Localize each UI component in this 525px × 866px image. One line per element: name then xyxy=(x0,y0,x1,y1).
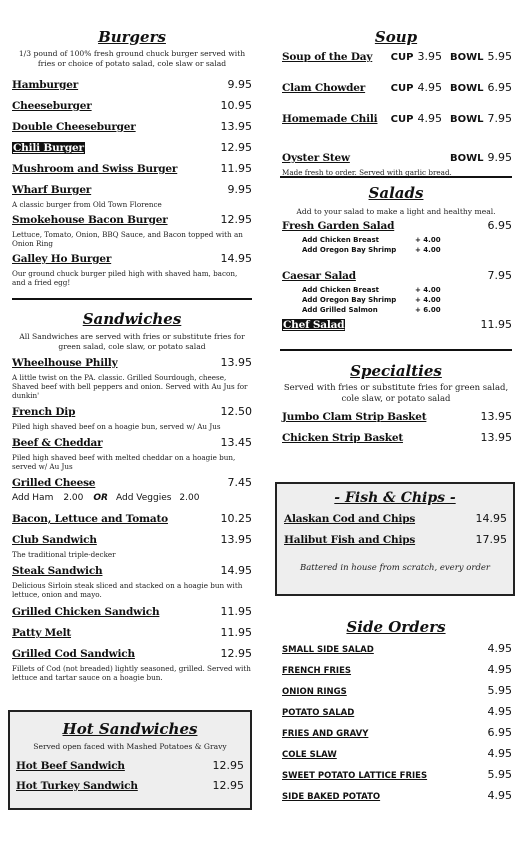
item-price: 7.95 xyxy=(487,269,512,282)
item-price: 7.45 xyxy=(227,476,252,489)
salad-addon xyxy=(302,285,512,295)
item-price: 11.95 xyxy=(480,318,512,331)
item-name: French Dip xyxy=(12,406,76,418)
sandwiches-intro: All Sandwiches are served with fries or substitute fries for green salad, cole slaw, or potato salad xyxy=(19,332,245,351)
addon-price: + 4.00 xyxy=(415,286,441,294)
item-price: 17.95 xyxy=(475,533,507,546)
menu-item xyxy=(16,779,244,799)
item-name: Double Cheeseburger xyxy=(12,121,136,133)
item-price: 4.95 xyxy=(487,705,512,718)
bowl-price: 7.95 xyxy=(487,112,512,125)
item-name: Halibut Fish and Chips xyxy=(284,534,416,546)
menu-item xyxy=(282,410,512,431)
menu-item xyxy=(12,356,252,370)
menu-item xyxy=(12,405,252,419)
sandwiches-title: Sandwiches xyxy=(82,310,182,328)
item-price: 5.95 xyxy=(487,768,512,781)
addon-name: Add Oregon Bay Shrimp xyxy=(302,296,397,304)
item-price: 9.95 xyxy=(227,183,252,196)
sandwiches-section xyxy=(12,310,252,352)
specialty-item-list xyxy=(282,410,512,452)
salad-addon xyxy=(302,305,512,315)
burgers-title: Burgers xyxy=(98,28,166,46)
item-description: Made fresh to order. Served with garlic bread. xyxy=(282,168,452,177)
item-name: Wheelhouse Philly xyxy=(12,357,118,369)
hot-sandwiches-box xyxy=(8,710,252,810)
item-price: 11.95 xyxy=(220,162,252,175)
fish-chips-note: Battered in house from scratch, every order xyxy=(299,563,490,573)
menu-item xyxy=(282,219,512,235)
addon-veggies-price: 2.00 xyxy=(179,493,200,503)
menu-item xyxy=(282,50,512,81)
item-name: Alaskan Cod and Chips xyxy=(284,513,416,525)
item-name: POTATO SALAD xyxy=(282,708,355,718)
menu-item xyxy=(12,213,252,227)
item-price: 4.95 xyxy=(487,747,512,760)
item-description: Lettuce, Tomato, Onion, BBQ Sauce, and Bacon topped with an Onion Ring xyxy=(12,230,243,248)
hot-sandwich-item-list xyxy=(10,759,250,799)
item-name: Oyster Stew xyxy=(282,152,350,164)
item-price: 11.95 xyxy=(220,626,252,639)
addon-name: Add Oregon Bay Shrimp xyxy=(302,246,397,254)
item-price: 13.45 xyxy=(220,436,252,449)
addon-ham-label: Add Ham xyxy=(12,493,54,503)
salad-addon xyxy=(302,295,512,305)
burgers-intro: 1/3 pound of 100% fresh ground chuck burger served with fries or choice of potato salad, cole slaw or salad xyxy=(18,49,246,68)
item-price: 14.95 xyxy=(220,564,252,577)
menu-item xyxy=(282,747,512,768)
item-price: 12.95 xyxy=(220,141,252,154)
item-name: Club Sandwich xyxy=(12,534,97,546)
item-name: Grilled Cheese xyxy=(12,477,96,489)
item-price: 4.95 xyxy=(487,642,512,655)
section-divider xyxy=(12,298,252,300)
item-name: Grilled Chicken Sandwich xyxy=(12,606,160,618)
item-price: 6.95 xyxy=(487,219,512,232)
bowl-price: 9.95 xyxy=(487,151,512,164)
item-name: SWEET POTATO LATTICE FRIES xyxy=(282,771,428,781)
menu-item xyxy=(12,533,252,547)
item-price: 9.95 xyxy=(227,78,252,91)
menu-item xyxy=(12,183,252,197)
specialties-section xyxy=(280,362,512,405)
item-price: 13.95 xyxy=(220,533,252,546)
cup-label: CUP xyxy=(390,114,414,125)
hot-sandwiches-title: Hot Sandwiches xyxy=(62,720,198,738)
section-divider xyxy=(280,349,512,351)
item-description: A classic burger from Old Town Florence xyxy=(12,200,162,209)
menu-item xyxy=(284,533,507,554)
item-name: Homemade Chili xyxy=(282,113,378,125)
menu-item xyxy=(282,431,512,452)
menu-item xyxy=(12,120,252,141)
item-price: 10.95 xyxy=(220,99,252,112)
salad-item-list xyxy=(282,219,512,334)
menu-item xyxy=(12,647,252,661)
bowl-label: BOWL xyxy=(449,83,484,94)
addon-price: + 6.00 xyxy=(415,306,441,314)
menu-item xyxy=(282,789,512,810)
hot-sandwiches-intro: Served open faced with Mashed Potatoes & Gravy xyxy=(33,742,227,751)
item-description: A little twist on the PA. classic. Grilled Sourdough, cheese, Shaved beef with bell peppers and onion. Served with Au Jus for dunkin' xyxy=(12,373,248,400)
bowl-label: BOWL xyxy=(449,153,484,164)
addon-ham-price: 2.00 xyxy=(63,493,84,503)
item-price: 13.95 xyxy=(480,431,512,444)
addon-price: + 4.00 xyxy=(415,236,441,244)
menu-item xyxy=(282,269,512,285)
item-name: Hamburger xyxy=(12,79,79,91)
menu-item xyxy=(282,705,512,726)
menu-item xyxy=(282,768,512,789)
salad-addon xyxy=(302,235,512,245)
item-name: FRIES AND GRAVY xyxy=(282,729,369,739)
item-name: ONION RINGS xyxy=(282,687,347,697)
sandwich-item-list xyxy=(12,356,252,682)
item-name: Chicken Strip Basket xyxy=(282,432,403,444)
item-name: Mushroom and Swiss Burger xyxy=(12,163,178,175)
addon-price: + 4.00 xyxy=(415,246,441,254)
menu-item xyxy=(282,318,512,334)
burger-item-list xyxy=(12,78,252,287)
menu-item xyxy=(282,684,512,705)
menu-item xyxy=(12,476,252,490)
side-order-item-list xyxy=(282,642,512,810)
item-price: 13.95 xyxy=(220,356,252,369)
cup-price: 3.95 xyxy=(417,50,442,63)
item-price: 12.95 xyxy=(220,647,252,660)
item-price: 14.95 xyxy=(475,512,507,525)
fish-chips-item-list xyxy=(277,512,513,554)
addon-veggies-label: Add Veggies xyxy=(115,493,172,503)
item-price: 12.95 xyxy=(212,779,244,792)
addon-name: Add Chicken Breast xyxy=(302,236,379,244)
item-price: 13.95 xyxy=(480,410,512,423)
item-name: Wharf Burger xyxy=(12,184,92,196)
item-name: Bacon, Lettuce and Tomato xyxy=(12,513,168,525)
item-name: SMALL SIDE SALAD xyxy=(282,645,374,655)
item-description: The traditional triple-decker xyxy=(12,550,116,559)
soup-title: Soup xyxy=(374,28,418,46)
item-name: COLE SLAW xyxy=(282,750,337,760)
item-description: Delicious Sirloin steak sliced and stacked on a hoagie bun with lettuce, onion and mayo. xyxy=(12,581,243,599)
addon-price: + 4.00 xyxy=(415,296,441,304)
item-description: Fillets of Cod (not breaded) lightly seasoned, grilled. Served with lettuce and tartar sauce on a hoagie bun. xyxy=(12,664,251,682)
fish-chips-title: - Fish & Chips - xyxy=(334,490,456,506)
specialties-intro: Served with fries or substitute fries for green salad, cole slaw, or potato salad xyxy=(283,383,509,404)
salads-intro: Add to your salad to make a light and healthy meal. xyxy=(296,207,496,216)
menu-item xyxy=(282,663,512,684)
menu-item xyxy=(12,436,252,450)
soup-item-list xyxy=(282,50,512,177)
menu-item xyxy=(282,112,512,143)
item-name: Patty Melt xyxy=(12,627,72,639)
menu-item xyxy=(282,642,512,663)
item-price: 4.95 xyxy=(487,789,512,802)
cup-label: CUP xyxy=(390,52,414,63)
item-name: Jumbo Clam Strip Basket xyxy=(282,411,427,423)
item-price: 10.25 xyxy=(220,512,252,525)
addon-or: OR xyxy=(93,493,108,503)
item-name: Fresh Garden Salad xyxy=(282,220,395,232)
side-orders-section xyxy=(280,618,512,636)
menu-item xyxy=(12,512,252,526)
item-price: 6.95 xyxy=(487,726,512,739)
item-price: 11.95 xyxy=(220,605,252,618)
item-price: 5.95 xyxy=(487,684,512,697)
menu-item xyxy=(12,99,252,120)
item-name: Steak Sandwich xyxy=(12,565,103,577)
item-description: Our ground chuck burger piled high with shaved ham, bacon, and a fried egg! xyxy=(12,269,238,287)
menu-item xyxy=(16,759,244,779)
item-name: Soup of the Day xyxy=(282,51,373,63)
menu-item xyxy=(282,81,512,112)
bowl-price: 5.95 xyxy=(487,50,512,63)
grilled-cheese-addons xyxy=(12,493,252,507)
menu-item xyxy=(284,512,507,533)
item-name: Cheeseburger xyxy=(12,100,92,112)
burgers-section xyxy=(12,28,252,69)
menu-item xyxy=(12,141,252,162)
item-price: 14.95 xyxy=(220,252,252,265)
item-name: Clam Chowder xyxy=(282,82,366,94)
item-name: Galley Ho Burger xyxy=(12,253,112,265)
item-description: Piled high shaved beef on a hoagie bun, served w/ Au Jus xyxy=(12,422,221,431)
item-name: Hot Turkey Sandwich xyxy=(16,780,138,792)
item-name: FRENCH FRIES xyxy=(282,666,352,676)
specialties-title: Specialties xyxy=(350,362,442,380)
item-name: Beef & Cheddar xyxy=(12,437,103,449)
item-name: Smokehouse Bacon Burger xyxy=(12,214,168,226)
salad-addon xyxy=(302,245,512,255)
cup-price: 4.95 xyxy=(417,112,442,125)
menu-item xyxy=(12,605,252,619)
addon-name: Add Grilled Salmon xyxy=(302,306,378,314)
fish-chips-box xyxy=(275,482,515,596)
menu-item xyxy=(282,726,512,747)
bowl-price: 6.95 xyxy=(487,81,512,94)
side-orders-title: Side Orders xyxy=(346,618,446,636)
item-price: 13.95 xyxy=(220,120,252,133)
item-price: 12.95 xyxy=(220,213,252,226)
section-divider xyxy=(280,176,512,178)
item-price: 12.95 xyxy=(212,759,244,772)
salads-section xyxy=(280,184,512,216)
menu-item xyxy=(12,162,252,183)
bowl-label: BOWL xyxy=(449,114,484,125)
cup-price: 4.95 xyxy=(417,81,442,94)
item-price: 4.95 xyxy=(487,663,512,676)
item-name: Grilled Cod Sandwich xyxy=(12,648,135,660)
item-name: Hot Beef Sandwich xyxy=(16,760,125,772)
menu-item xyxy=(282,151,512,165)
item-price: 12.50 xyxy=(220,405,252,418)
menu-item xyxy=(12,564,252,578)
addon-name: Add Chicken Breast xyxy=(302,286,379,294)
cup-label: CUP xyxy=(390,83,414,94)
item-name: Chef Salad xyxy=(283,319,345,331)
item-name: SIDE BAKED POTATO xyxy=(282,792,381,802)
menu-item xyxy=(12,252,252,266)
bowl-label: BOWL xyxy=(449,52,484,63)
item-description: Piled high shaved beef with melted cheddar on a hoagie bun, served w/ Au Jus xyxy=(12,453,236,471)
soup-section xyxy=(280,28,512,46)
menu-item xyxy=(12,78,252,99)
item-name: Chili Burger xyxy=(13,142,84,154)
salads-title: Salads xyxy=(368,184,424,202)
item-name: Caesar Salad xyxy=(282,270,356,282)
menu-item xyxy=(12,626,252,640)
